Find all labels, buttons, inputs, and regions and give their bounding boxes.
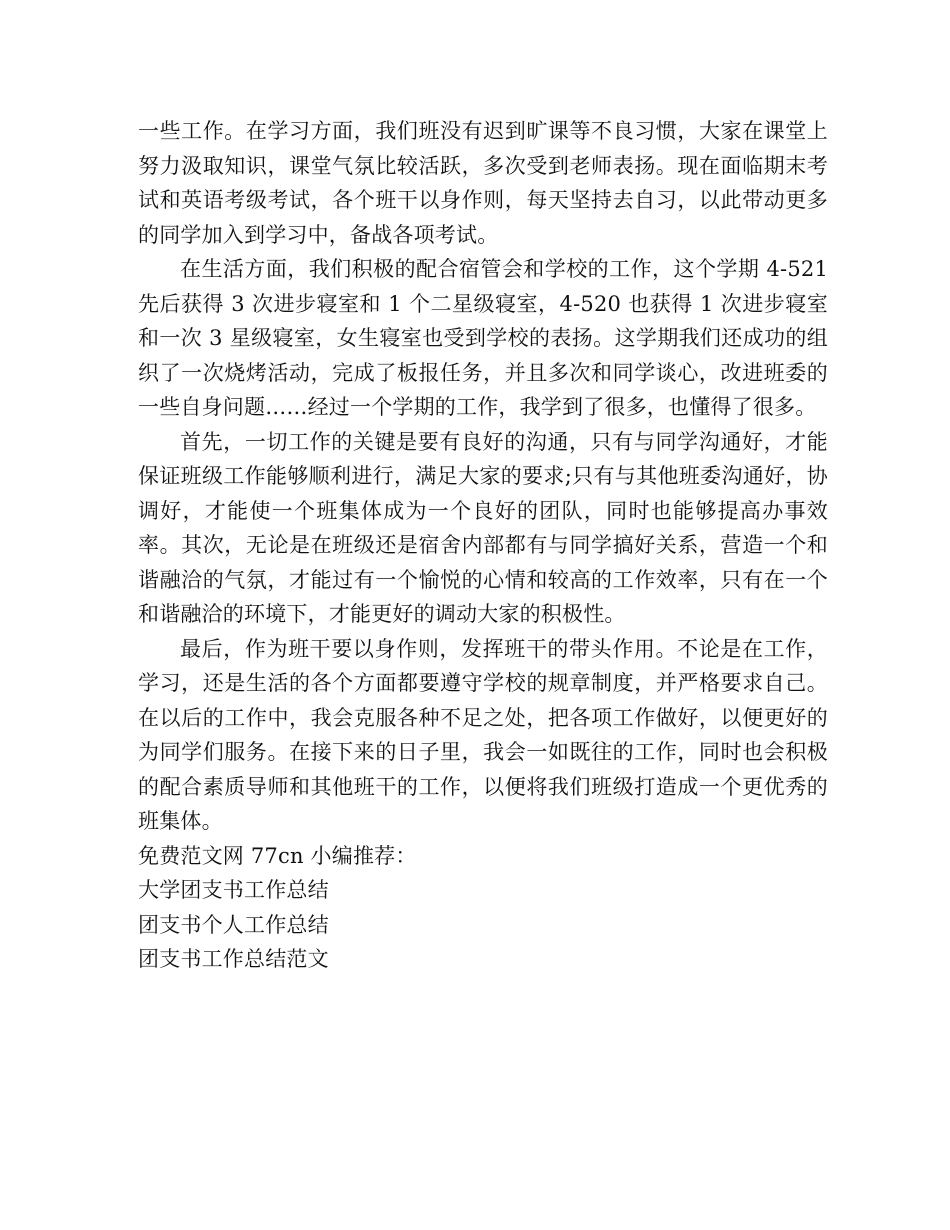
paragraph-life: 在生活方面，我们积极的配合宿管会和学校的工作，这个学期 4-521 先后获得 3 次进步寝室和 1 个二星级寝室，4-520 也获得 1 次进步寝室和一次 3 星级寝室，女生寝室也受到学校的表扬。这学期我们还成功的组织了一次烧烤活动，完成了板报任务，并且多次和同学谈心，改进班委的一些自身问题……经过一个学期的工作，我学到了很多，也懂得了很多。 xyxy=(138,257,828,419)
recommend-link-1[interactable]: 大学团支书工作总结 xyxy=(138,878,329,902)
paragraph-conclusion: 最后，作为班干要以身作则，发挥班干的带头作用。不论是在工作，学习，还是生活的各个方面都要遵守学校的规章制度，并严格要求自己。在以后的工作中，我会克服各种不足之处，把各项工作做好，以便更好的为同学们服务。在接下来的日子里，我会一如既往的工作，同时也会积极的配合素质导师和其他班干的工作，以便将我们班级打造成一个更优秀的班集体。 xyxy=(138,636,828,833)
paragraph-communication: 首先，一切工作的关键是要有良好的沟通，只有与同学沟通好，才能保证班级工作能够顺利进行，满足大家的要求;只有与其他班委沟通好，协调好，才能使一个班集体成为一个良好的团队，同时也能够提高办事效率。其次，无论是在班级还是宿舍内部都有与同学搞好关系，营造一个和谐融洽的气氛，才能过有一个愉悦的心情和较高的工作效率，只有在一个和谐融洽的环境下，才能更好的调动大家的积极性。 xyxy=(138,429,828,626)
document-page xyxy=(138,114,828,977)
paragraph-study: 一些工作。在学习方面，我们班没有迟到旷课等不良习惯，大家在课堂上努力汲取知识，课堂气氛比较活跃，多次受到老师表扬。现在面临期末考试和英语考级考试，各个班干以身作则，每天坚持去自习，以此带动更多的同学加入到学习中，备战各项考试。 xyxy=(138,119,828,247)
recommend-title: 免费范文网 77cn 小编推荐： xyxy=(138,843,417,868)
recommend-link-2[interactable]: 团支书个人工作总结 xyxy=(138,912,329,937)
recommend-link-3[interactable]: 团支书工作总结范文 xyxy=(138,947,329,971)
